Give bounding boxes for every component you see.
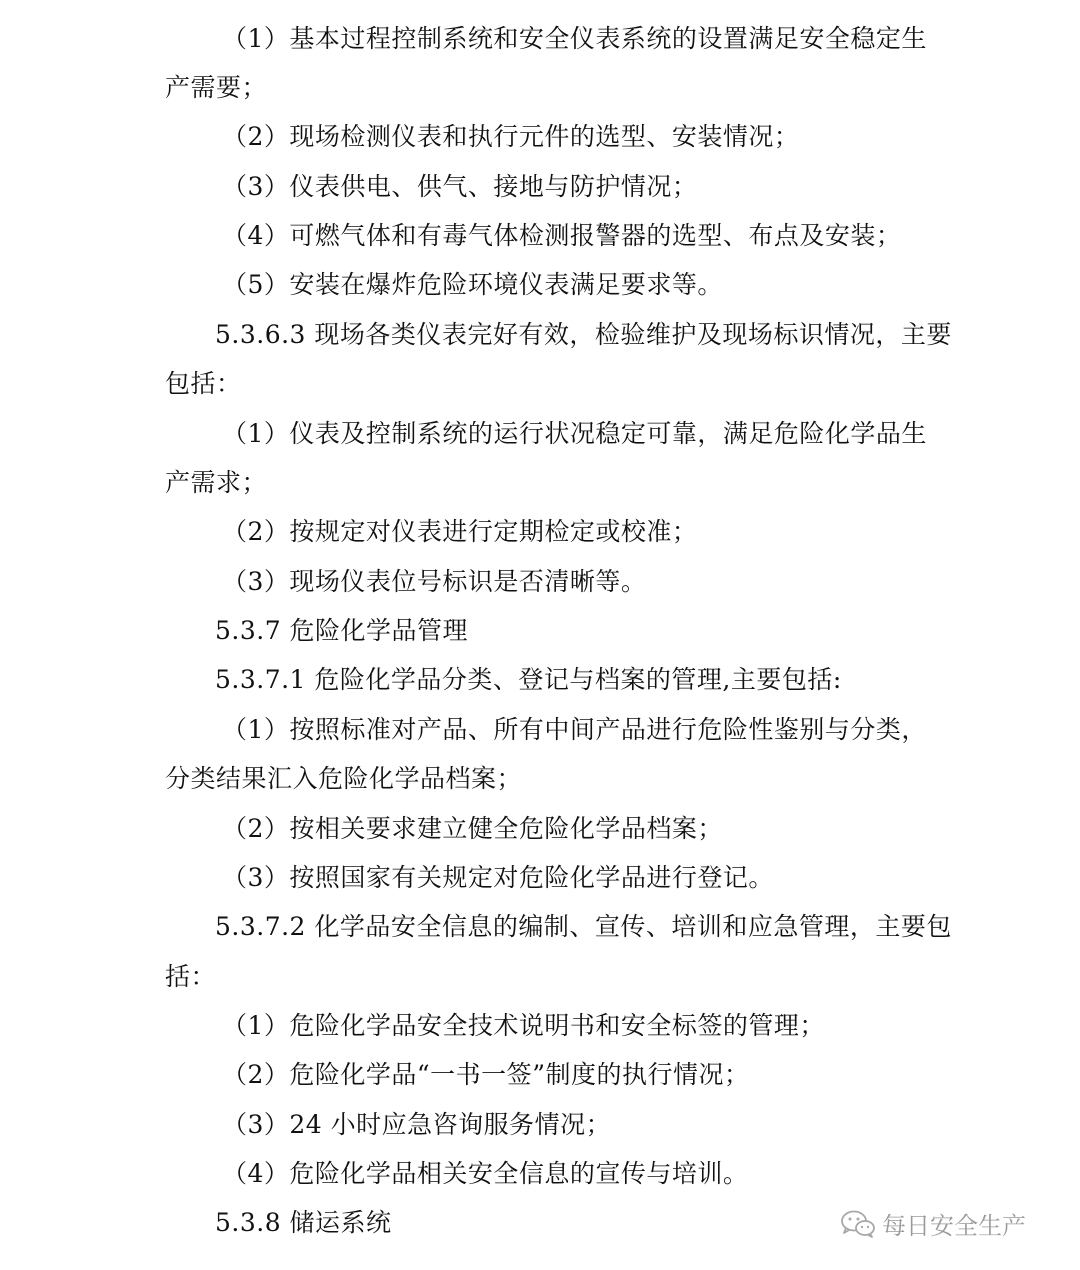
text-line: （5）安装在爆炸危险环境仪表满足要求等。 <box>222 270 723 299</box>
text-line: （1）危险化学品安全技术说明书和安全标签的管理； <box>222 1011 825 1040</box>
wechat-icon <box>840 1209 876 1239</box>
section-heading: 5.3.8 储运系统 <box>215 1208 392 1237</box>
watermark <box>840 1206 1026 1241</box>
text-line: （2）危险化学品“一书一签”制度的执行情况； <box>222 1060 750 1089</box>
text-line: （3）仪表供电、供气、接地与防护情况； <box>222 172 698 201</box>
watermark-text: 每日安全生产 <box>882 1212 1026 1240</box>
text-line: （1）按照标准对产品、所有中间产品进行危险性鉴别与分类， <box>222 715 927 744</box>
section-heading: 5.3.7.1 危险化学品分类、登记与档案的管理,主要包括: <box>215 665 842 694</box>
text-line: （4）危险化学品相关安全信息的宣传与培训。 <box>222 1159 749 1188</box>
text-line: 产需要； <box>165 73 268 102</box>
text-line: 产需求； <box>165 468 268 497</box>
text-line: （3）按照国家有关规定对危险化学品进行登记。 <box>222 863 774 892</box>
text-line: （4）可燃气体和有毒气体检测报警器的选型、布点及安装； <box>222 221 902 250</box>
text-line: 包括： <box>165 369 242 398</box>
text-line: （3）现场仪表位号标识是否清晰等。 <box>222 567 647 596</box>
text-line: （1）仪表及控制系统的运行状况稳定可靠，满足危险化学品生 <box>222 419 927 448</box>
text-line: （3）24 小时应急咨询服务情况； <box>222 1110 612 1139</box>
section-heading: 5.3.7 危险化学品管理 <box>215 616 469 645</box>
text-line: （1）基本过程控制系统和安全仪表系统的设置满足安全稳定生 <box>222 24 927 53</box>
text-line: 分类结果汇入危险化学品档案； <box>165 764 523 793</box>
text-line: （2）按规定对仪表进行定期检定或校准； <box>222 517 698 546</box>
section-heading: 5.3.7.2 化学品安全信息的编制、宣传、培训和应急管理，主要包 <box>215 912 952 941</box>
text-line: 括： <box>165 962 217 991</box>
section-heading: 5.3.6.3 现场各类仪表完好有效，检验维护及现场标识情况，主要 <box>215 320 952 349</box>
text-line: （2）按相关要求建立健全危险化学品档案； <box>222 814 723 843</box>
text-line: （2）现场检测仪表和执行元件的选型、安装情况； <box>222 122 800 151</box>
